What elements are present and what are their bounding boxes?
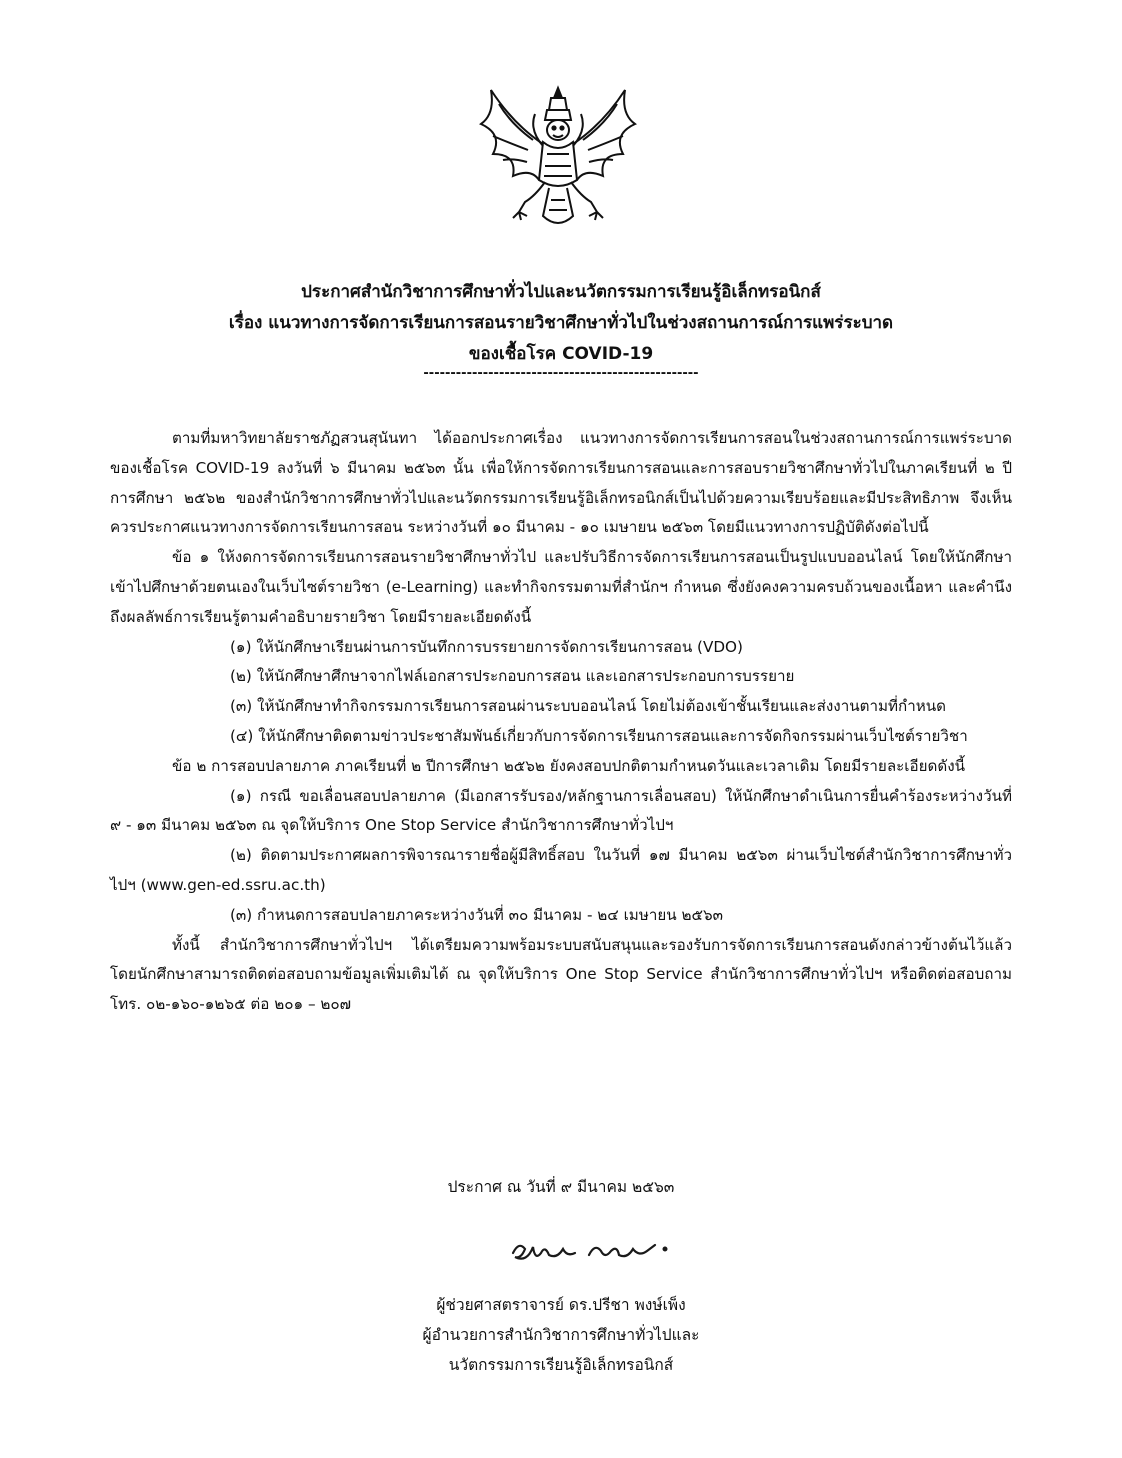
item-2-sub-3: (๓) กำหนดการสอบปลายภาคระหว่างวันที่ ๓๐ มีนาคม - ๒๔ เมษายน ๒๕๖๓ <box>230 905 723 924</box>
garuda-emblem-icon <box>473 84 643 234</box>
item-2-sub-1: (๑) กรณี ขอเลื่อนสอบปลายภาค (มีเอกสารรับรอง/หลักฐานการเลื่อนสอบ) ให้นักศึกษาดำเนินการยื่นคำร้องระหว่างวันที่ ๙ - ๑๓ มีนาคม ๒๕๖๓ ณ จุดให้บริการ One Stop Service สำนักวิชาการศึกษาทั่วไปฯ <box>110 786 1012 835</box>
item-1-sub-2: (๒) ให้นักศึกษาศึกษาจากไฟล์เอกสารประกอบการสอน และเอกสารประกอบการบรรยาย <box>230 667 795 686</box>
signer-title-line-1: ผู้อำนวยการสำนักวิชาการศึกษาทั่วไปและ <box>422 1326 700 1344</box>
announcement-subject: เรื่อง แนวทางการจัดการเรียนการสอนรายวิชาศึกษาทั่วไปในช่วงสถานการณ์การแพร่ระบาด <box>228 313 894 333</box>
signer-name: ผู้ช่วยศาสตราจารย์ ดร.ปรีชา พงษ์เพ็ง <box>436 1296 686 1314</box>
announcement-body <box>110 424 1012 1020</box>
item-1-sub-3: (๓) ให้นักศึกษาทำกิจกรรมการเรียนการสอนผ่านระบบออนไลน์ โดยไม่ต้องเข้าชั้นเรียนและส่งงานตามที่กำหนด <box>230 697 946 716</box>
item-1-paragraph: ข้อ ๑ ให้งดการจัดการเรียนการสอนรายวิชาศึกษาทั่วไป และปรับวิธีการจัดการเรียนการสอนเป็นรูปแบบออนไลน์ โดยให้นักศึกษาเข้าไปศึกษาด้วยตนเองในเว็บไซต์รายวิชา (e-Learning) และทำกิจกรรมตามที่สำนักฯ กำหนด ซึ่งยังคงความครบถ้วนของเนื้อหา และคำนึงถึงผลลัพธ์การเรียนรู้ตามคำอธิบายรายวิชา โดยมีรายละเอียดดังนี้ <box>110 548 1012 626</box>
intro-paragraph: ตามที่มหาวิทยาลัยราชภัฏสวนสุนันทา ได้ออกประกาศเรื่อง แนวทางการจัดการเรียนการสอนในช่วงสถานการณ์การแพร่ระบาดของเชื้อโรค COVID-19 ลงวันที่ ๖ มีนาคม ๒๕๖๓ นั้น เพื่อให้การจัดการเรียนการสอนและการสอบรายวิชาศึกษาทั่วไปในภาคเรียนที่ ๒ ปีการศึกษา ๒๕๖๒ ของสำนักวิชาการศึกษาทั่วไปและนวัตกรรมการเรียนรู้อิเล็กทรอนิกส์เป็นไปด้วยความเรียบร้อยและมีประสิทธิภาพ จึงเห็นควรประกาศแนวทางการจัดการเรียนการสอน ระหว่างวันที่ ๑๐ มีนาคม - ๑๐ เมษายน ๒๕๖๓ โดยมีแนวทางการปฏิบัติดังต่อไปนี้ <box>110 429 1012 537</box>
announcement-subject-cont: ของเชื้อโรค COVID-19 <box>468 344 654 364</box>
announcement-date: ประกาศ ณ วันที่ ๙ มีนาคม ๒๕๖๓ <box>447 1178 675 1196</box>
item-2-sub-2: (๒) ติดตามประกาศผลการพิจารณารายชื่อผู้มีสิทธิ์สอบ ในวันที่ ๑๗ มีนาคม ๒๕๖๓ ผ่านเว็บไซต์สำนักวิชาการศึกษาทั่วไปฯ (www.gen-ed.ssru.ac.th) <box>110 846 1012 894</box>
item-1-sub-1: (๑) ให้นักศึกษาเรียนผ่านการบันทึกการบรรยายการจัดการเรียนการสอน (VDO) <box>230 637 743 656</box>
announcement-title: ประกาศสำนักวิชาการศึกษาทั่วไปและนวัตกรรมการเรียนรู้อิเล็กทรอนิกส์ <box>301 282 821 302</box>
signer-title-line-2: นวัตกรรมการเรียนรู้อิเล็กทรอนิกส์ <box>448 1356 674 1374</box>
separator-line: --------------------------------------------------- <box>423 366 699 381</box>
item-2-paragraph: ข้อ ๒ การสอบปลายภาค ภาคเรียนที่ ๒ ปีการศึกษา ๒๕๖๒ ยังคงสอบปกติตามกำหนดวันและเวลาเดิม โดยมีรายละเอียดดังนี้ <box>172 756 966 775</box>
item-1-sub-4: (๔) ให้นักศึกษาติดตามข่าวประชาสัมพันธ์เกี่ยวกับการจัดการเรียนการสอนและการจัดกิจกรรมผ่านเว็บไซต์รายวิชา <box>230 726 968 745</box>
signature-icon <box>505 1223 685 1273</box>
conclusion-paragraph: ทั้งนี้ สำนักวิชาการศึกษาทั่วไปฯ ได้เตรียมความพร้อมระบบสนับสนุนและรองรับการจัดการเรียนการสอนดังกล่าวข้างต้นไว้แล้ว โดยนักศึกษาสามารถติดต่อสอบถามข้อมูลเพิ่มเติมได้ ณ จุดให้บริการ One Stop Service สำนักวิชาการศึกษาทั่วไปฯ หรือติดต่อสอบถาม โทร. ๐๒-๑๖๐-๑๒๖๕ ต่อ ๒๐๑ – ๒๐๗ <box>110 935 1012 1014</box>
